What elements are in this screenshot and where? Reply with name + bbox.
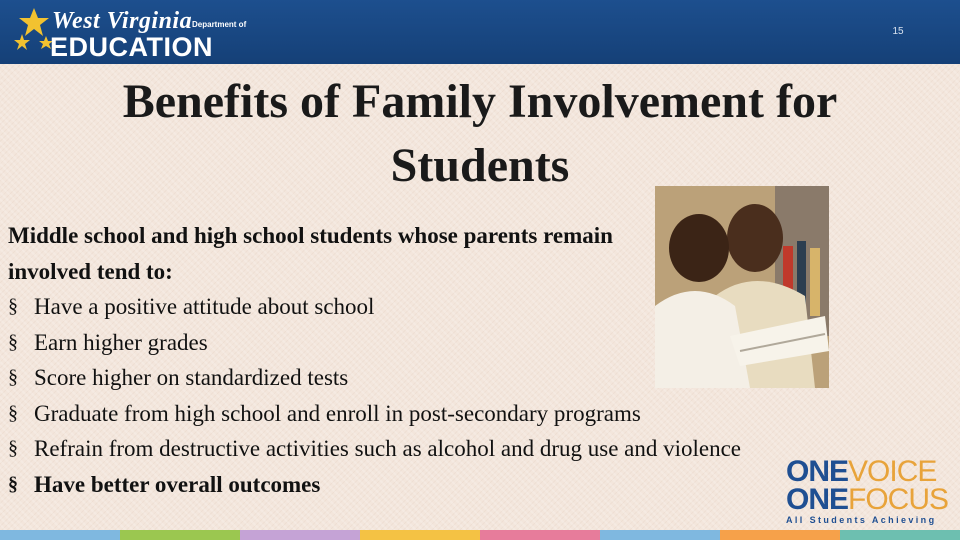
slide-title: Benefits of Family Involvement for Students xyxy=(122,75,838,192)
list-item-text: Have a positive attitude about school xyxy=(34,294,375,319)
list-item-text: Score higher on standardized tests xyxy=(34,365,349,390)
list-item-text: Refrain from destructive activities such as alcohol and drug use and violence xyxy=(34,436,742,461)
body-content xyxy=(8,218,908,502)
list-item-text: Have better overall outcomes xyxy=(34,471,321,497)
list-item-text: Graduate from high school and enroll in post-secondary programs xyxy=(34,400,641,426)
footer-color-stripe xyxy=(0,530,960,540)
logo-main-text: EDUCATION xyxy=(50,32,213,62)
list-item-text: Earn higher grades xyxy=(34,329,208,355)
brand-focus-text: FOCUS xyxy=(848,483,949,516)
list-item xyxy=(8,396,908,432)
benefits-list xyxy=(8,289,908,502)
wv-education-logo[interactable] xyxy=(12,6,252,60)
bullet-marker: § xyxy=(8,295,18,317)
list-item xyxy=(8,289,908,325)
slide-number: 15 xyxy=(892,26,904,37)
brand-one-text: ONE xyxy=(786,455,849,488)
list-item xyxy=(8,360,908,396)
logo-dept-text: Department of xyxy=(192,20,247,29)
brand-voice-text: VOICE xyxy=(848,455,937,488)
header-bar xyxy=(0,0,960,64)
one-voice-one-focus-logo xyxy=(786,455,950,525)
bullet-marker: § xyxy=(8,401,18,424)
intro-text: Middle school and high school students whose parents remain involved tend to: xyxy=(8,223,613,284)
brand-one-text: ONE xyxy=(786,483,849,516)
brand-line-2 xyxy=(786,483,950,516)
footer-stripe-segment xyxy=(480,530,600,540)
list-item xyxy=(8,325,908,361)
footer-stripe-segment xyxy=(360,530,480,540)
bullet-marker: § xyxy=(8,472,18,495)
footer-stripe-segment xyxy=(0,530,120,540)
footer-stripe-segment xyxy=(840,530,960,540)
bullet-marker: § xyxy=(8,366,18,388)
bullet-marker: § xyxy=(8,330,18,353)
list-item xyxy=(8,431,908,467)
footer-stripe-segment xyxy=(240,530,360,540)
footer-stripe-segment xyxy=(120,530,240,540)
brand-tagline: All Students Achieving xyxy=(786,515,937,525)
footer-stripe-segment xyxy=(720,530,840,540)
logo-script-text: West Virginia xyxy=(52,8,193,34)
brand-line-1 xyxy=(786,455,950,488)
list-item xyxy=(8,467,908,503)
footer-stripe-segment xyxy=(600,530,720,540)
bullet-marker: § xyxy=(8,437,18,459)
